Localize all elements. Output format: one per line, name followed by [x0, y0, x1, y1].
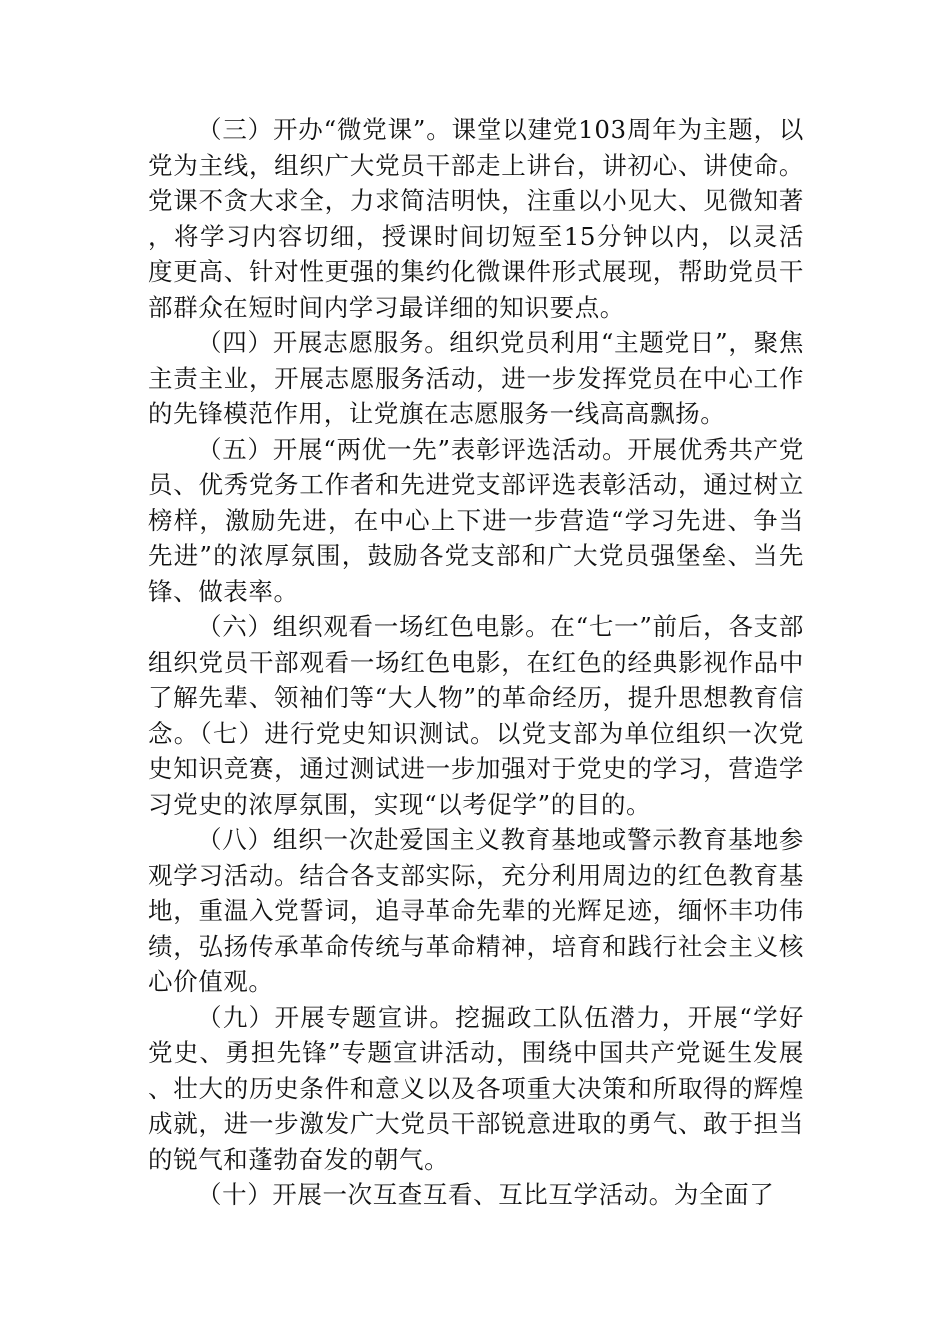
paragraph-9-thematic-lectures: （九）开展专题宣讲。挖掘政工队伍潜力，开展“学好党史、勇担先锋”专题宣讲活动，围绕中国共产党诞生发展、壮大的历史条件和意义以及各项重大决策和所取得的辉煌成就，进一步激发广大党员干部锐意进取的勇气、敢于担当的锐气和蓬勃奋发的朝气。	[148, 1002, 804, 1174]
paragraph-4-volunteer-service: （四）开展志愿服务。组织党员利用“主题党日”，聚焦主责主业，开展志愿服务活动，进一步发挥党员在中心工作的先锋模范作用，让党旗在志愿服务一线高高飘扬。	[148, 328, 804, 428]
paragraph-6-7-film-and-quiz: （六）组织观看一场红色电影。在“七一”前后，各支部组织党员干部观看一场红色电影，在红色的经典影视作品中了解先辈、领袖们等“大人物”的革命经历，提升思想教育信念。（七）进行党史知识测试。以党支部为单位组织一次党史知识竞赛，通过测试进一步加强对于党史的学习，营造学习党史的浓厚氛围，实现“以考促学”的目的。	[148, 612, 804, 819]
paragraph-3-micro-party-class: （三）开办“微党课”。课堂以建党103周年为主题，以党为主线，组织广大党员干部走上讲台，讲初心、讲使命。党课不贪大求全，力求简洁明快，注重以小见大、见微知著，将学习内容切细，授课时间切短至15分钟以内，以灵活度更高、针对性更强的集约化微课件形式展现，帮助党员干部群众在短时间内学习最详细的知识要点。	[148, 115, 804, 322]
paragraph-8-education-base-visit: （八）组织一次赴爱国主义教育基地或警示教育基地参观学习活动。结合各支部实际，充分利用周边的红色教育基地，重温入党誓词，追寻革命先辈的光辉足迹，缅怀丰功伟绩，弘扬传承革命传统与革命精神，培育和践行社会主义核心价值观。	[148, 825, 804, 996]
paragraph-10-mutual-inspection: （十）开展一次互查互看、互比互学活动。为全面了	[197, 1180, 775, 1209]
paragraph-5-awards-selection: （五）开展“两优一先”表彰评选活动。开展优秀共产党员、优秀党务工作者和先进党支部评选表彰活动，通过树立榜样，激励先进，在中心上下进一步营造“学习先进、争当先进”的浓厚氛围，鼓励各党支部和广大党员强堡垒、当先锋、做表率。	[148, 434, 804, 606]
document-page	[148, 112, 804, 1213]
